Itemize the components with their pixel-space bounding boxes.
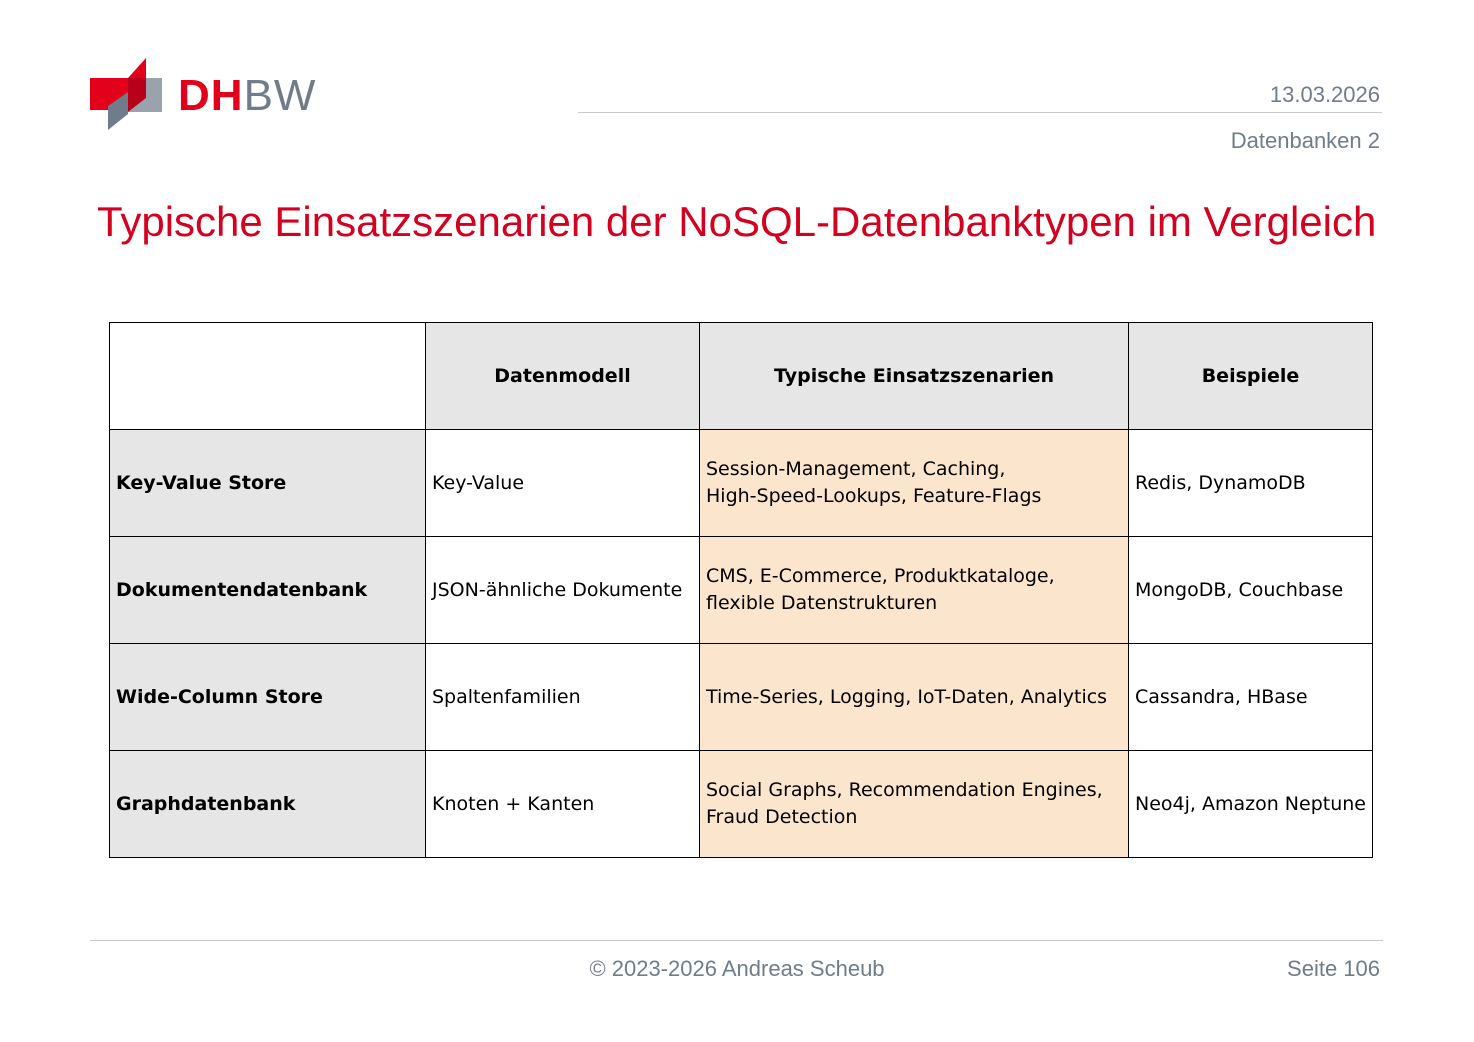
scenario-line: Session-Management, Caching, xyxy=(706,458,1006,480)
header-datenmodell: Datenmodell xyxy=(426,323,700,430)
row-type: Key-Value Store xyxy=(110,430,426,537)
table-row xyxy=(110,644,1373,751)
scenario-line: flexible Datenstrukturen xyxy=(706,592,938,614)
slide-date: 13.03.2026 xyxy=(1269,82,1380,107)
footer-divider xyxy=(90,940,1383,941)
page-number: Seite 106 xyxy=(1287,956,1380,981)
row-model: Key-Value xyxy=(426,430,700,537)
logo-bw: BW xyxy=(243,71,317,120)
scenario-line: CMS, E-Commerce, Produktkataloge, xyxy=(706,565,1055,587)
row-examples: Redis, DynamoDB xyxy=(1129,430,1373,537)
row-type: Wide-Column Store xyxy=(110,644,426,751)
header-empty-cell xyxy=(110,323,426,430)
table-row xyxy=(110,430,1373,537)
row-scenario xyxy=(700,430,1129,537)
row-model: Knoten + Kanten xyxy=(426,751,700,858)
row-model: Spaltenfamilien xyxy=(426,644,700,751)
row-type: Dokumentendatenbank xyxy=(110,537,426,644)
slide-title: Typische Einsatzszenarien der NoSQL-Datenbanktypen im Vergleich xyxy=(97,198,1377,245)
row-type: Graphdatenbank xyxy=(110,751,426,858)
scenario-line: Fraud Detection xyxy=(706,806,858,828)
comparison-table xyxy=(109,322,1373,858)
row-scenario xyxy=(700,644,1129,751)
row-model: JSON-ähnliche Dokumente xyxy=(426,537,700,644)
scenario-line: High-Speed-Lookups, Feature-Flags xyxy=(706,485,1042,507)
course-name: Datenbanken 2 xyxy=(1230,128,1380,153)
header-einsatzszenarien: Typische Einsatzszenarien xyxy=(700,323,1129,430)
dhbw-logo xyxy=(90,58,317,132)
table-header-row xyxy=(110,323,1373,430)
header-beispiele: Beispiele xyxy=(1129,323,1373,430)
row-examples: Cassandra, HBase xyxy=(1129,644,1373,751)
logo-dh: DH xyxy=(178,71,244,120)
logo-wordmark xyxy=(178,72,316,120)
header-divider xyxy=(578,112,1382,113)
table-row xyxy=(110,751,1373,858)
scenario-line: Social Graphs, Recommendation Engines, xyxy=(706,779,1103,801)
table-row xyxy=(110,537,1373,644)
scenario-line: Time-Series, Logging, IoT-Daten, Analytics xyxy=(706,685,1108,708)
row-scenario xyxy=(700,751,1129,858)
footer-copyright: © 2023-2026 Andreas Scheub xyxy=(589,956,885,981)
row-examples: Neo4j, Amazon Neptune xyxy=(1129,751,1373,858)
row-examples: MongoDB, Couchbase xyxy=(1129,537,1373,644)
dhbw-logo-mark-icon xyxy=(90,58,166,132)
row-scenario xyxy=(700,537,1129,644)
